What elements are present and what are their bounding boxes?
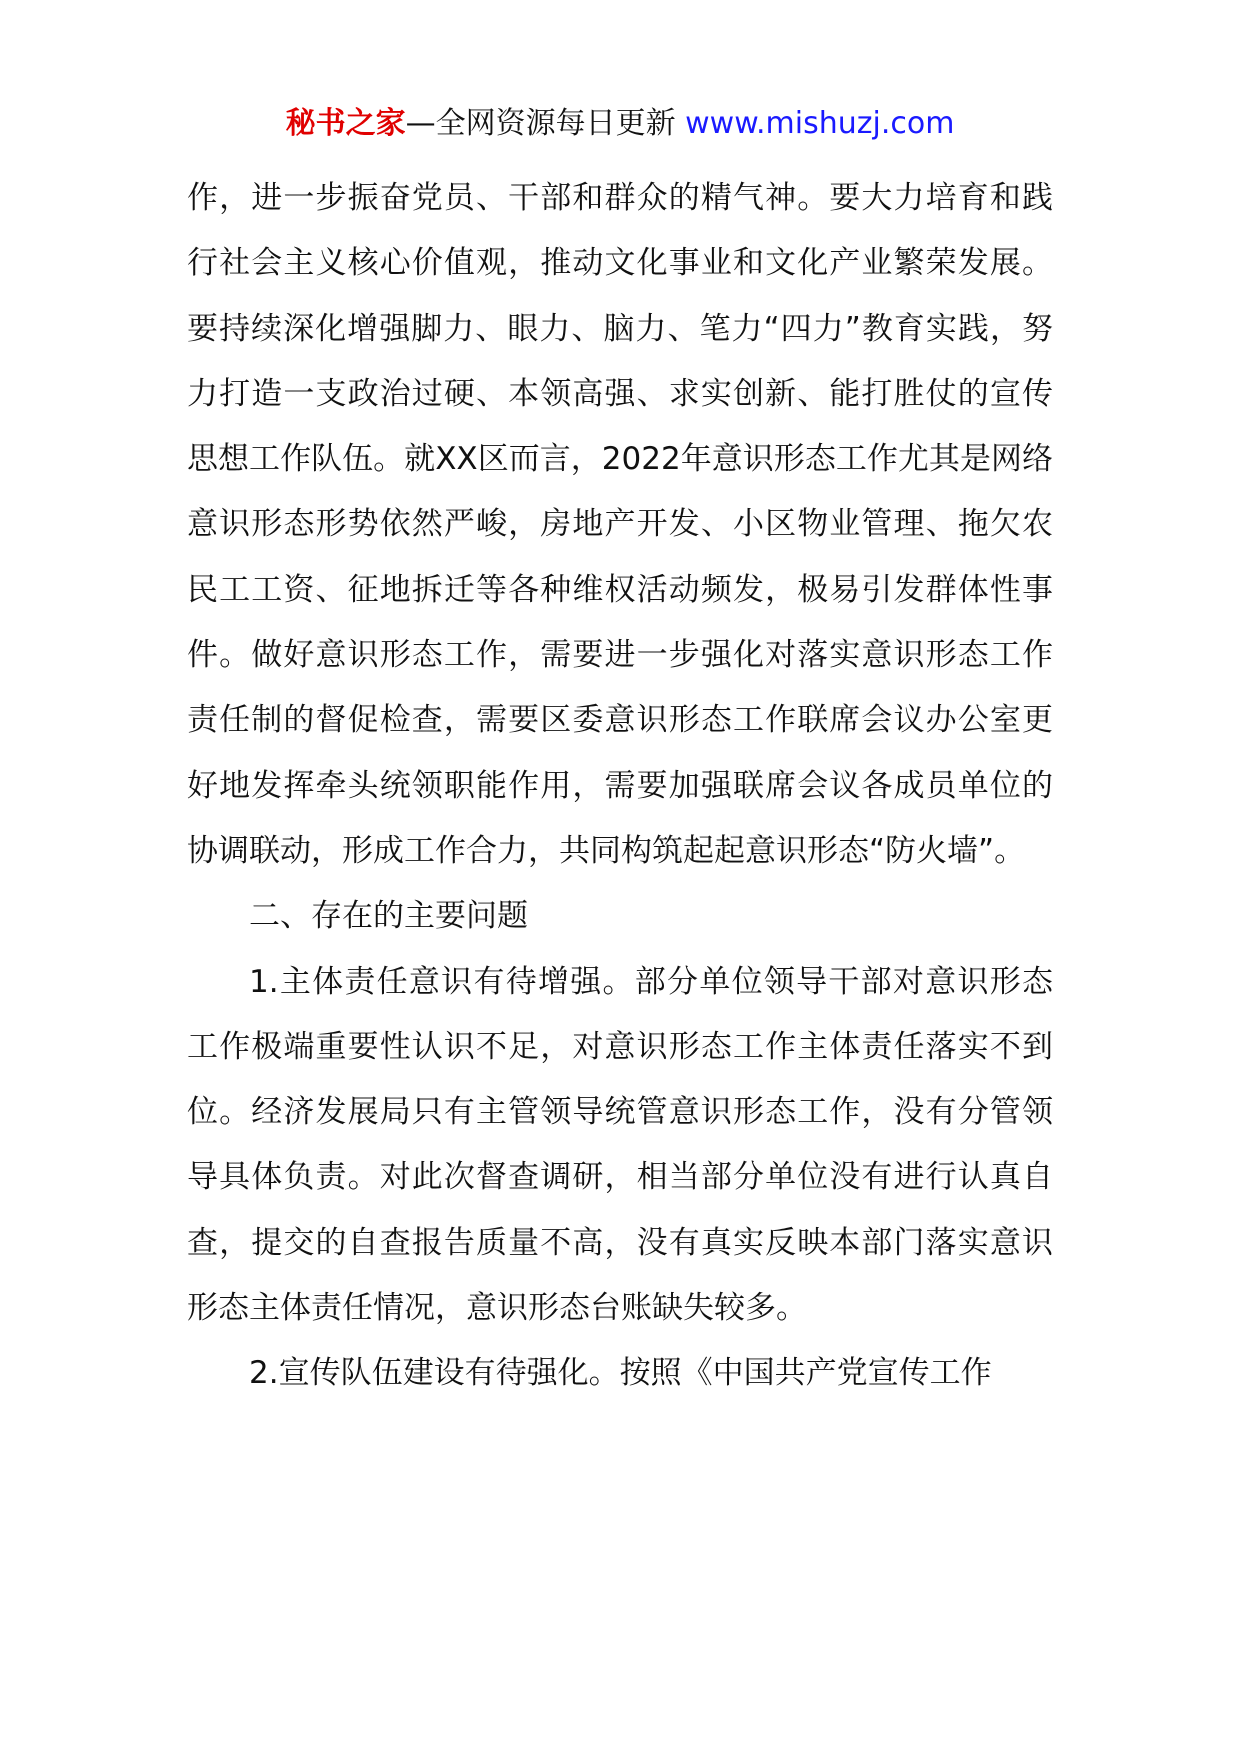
paragraph-item-1: 1.主体责任意识有待增强。部分单位领导干部对意识形态工作极端重要性认识不足，对意识形态工作主体责任落实不到位。经济发展局只有主管领导统管意识形态工作，没有分管领导具体负责。对此次督查调研，相当部分单位没有进行认真自查，提交的自查报告质量不高，没有真实反映本部门落实意识形态主体责任情况，意识形态台账缺失较多。	[187, 963, 1053, 1327]
paragraph-item-2: 2.宣传队伍建设有待强化。按照《中国共产党宣传工作	[249, 1355, 992, 1392]
page-header	[0, 100, 1240, 148]
section-heading: 二、存在的主要问题	[249, 898, 528, 935]
header-slogan: —全网资源每日更新	[405, 106, 676, 141]
brand-name: 秘书之家	[285, 106, 406, 141]
document-body	[187, 166, 1053, 1407]
website-link[interactable]: www.mishuzj.com	[685, 106, 955, 141]
paragraph-continuation: 作，进一步振奋党员、干部和群众的精气神。要大力培育和践行社会主义核心价值观，推动文化事业和文化产业繁荣发展。要持续深化增强脚力、眼力、脑力、笔力“四力”教育实践，努力打造一支政治过硬、本领高强、求实创新、能打胜仗的宣传思想工作队伍。就XX区而言，2022年意识形态工作尤其是网络意识形态形势依然严峻，房地产开发、小区物业管理、拖欠农民工工资、征地拆迁等各种维权活动频发，极易引发群体性事件。做好意识形态工作，需要进一步强化对落实意识形态工作责任制的督促检查，需要区委意识形态工作联席会议办公室更好地发挥牵头统领职能作用，需要加强联席会议各成员单位的协调联动，形成工作合力，共同构筑起起意识形态“防火墙”。	[187, 180, 1053, 869]
